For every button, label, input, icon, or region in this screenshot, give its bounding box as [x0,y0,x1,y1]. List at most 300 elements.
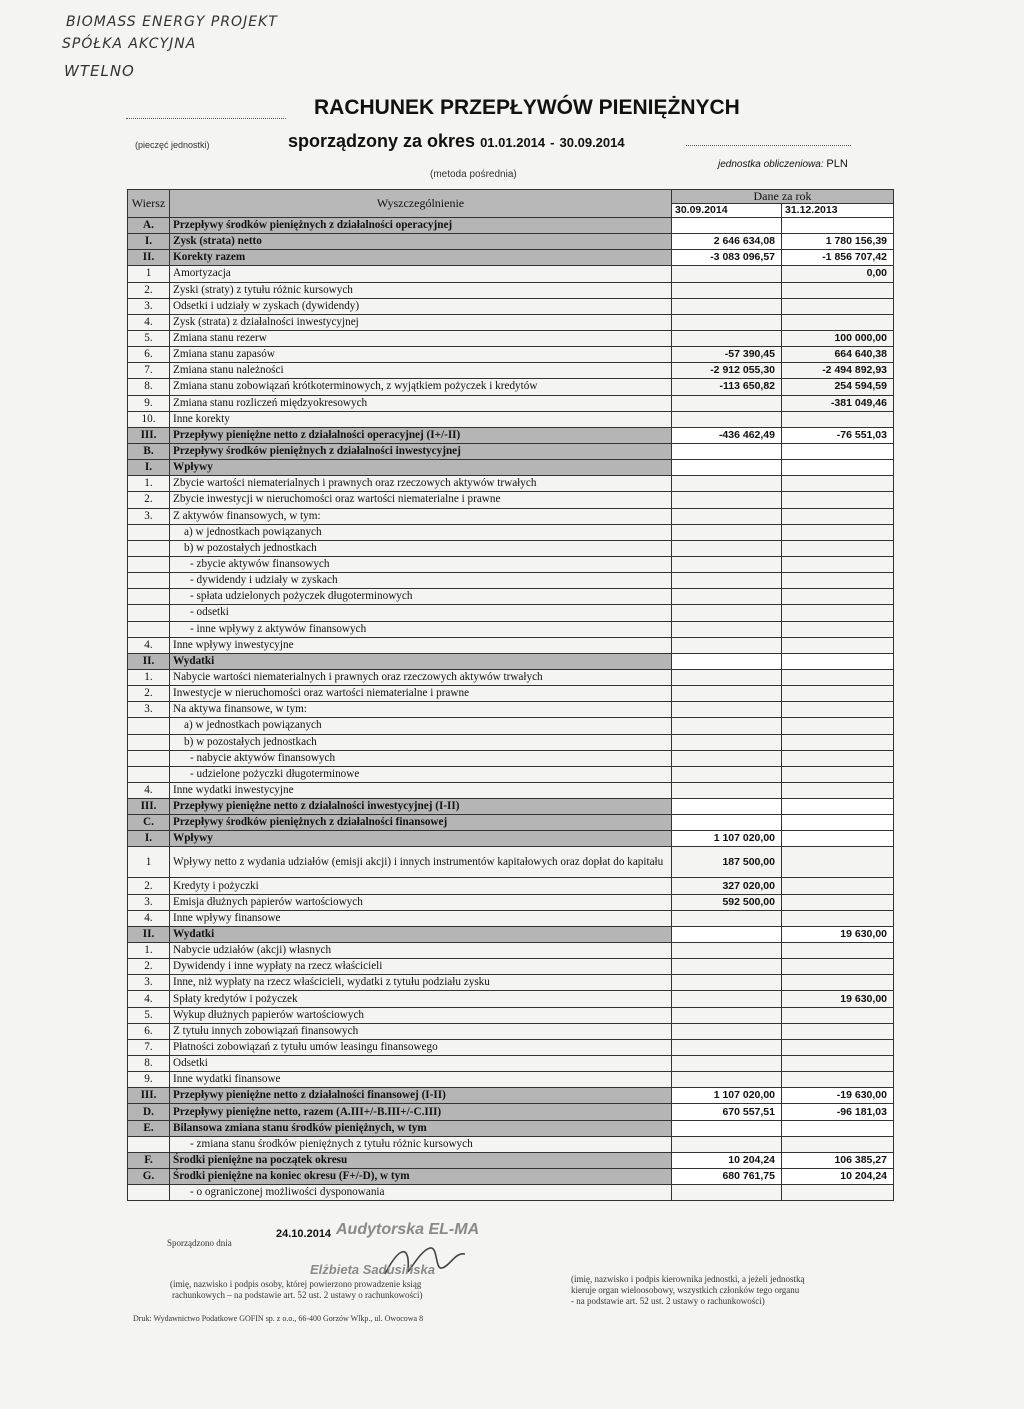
row-number [128,573,170,589]
header-period-1: 30.09.2014 [672,204,782,218]
row-value-2013 [782,894,894,910]
row-value-2014: -436 462,49 [672,427,782,443]
row-value-2014 [672,815,782,831]
table-row [128,1185,894,1201]
row-number: 1. [128,943,170,959]
row-value-2013 [782,702,894,718]
row-number [128,605,170,621]
row-value-2014 [672,686,782,702]
row-label: Zbycie inwestycji w nieruchomości oraz wartości niematerialne i prawne [170,492,672,508]
row-value-2014: -113 650,82 [672,379,782,395]
table-row [128,589,894,605]
row-value-2014 [672,1185,782,1201]
row-value-2014 [672,524,782,540]
table-row [128,314,894,330]
row-label: Przepływy pieniężne netto z działalności inwestycyjnej (I-II) [170,799,672,815]
row-value-2013 [782,524,894,540]
row-number: 5. [128,1007,170,1023]
table-row [128,766,894,782]
row-value-2013 [782,1120,894,1136]
row-value-2013: 106 385,27 [782,1152,894,1168]
row-value-2013 [782,298,894,314]
table-row [128,492,894,508]
row-label: - dywidendy i udziały w zyskach [170,573,672,589]
row-number: 4. [128,637,170,653]
row-label: a) w jednostkach powiązanych [170,718,672,734]
right-caption-3: - na podstawie art. 52 ust. 2 ustawy o rachunkowości) [571,1296,765,1306]
signature-name-stamp: Elżbieta Sadusińska [310,1262,435,1277]
row-value-2014 [672,476,782,492]
table-row [128,799,894,815]
header-row-number: Wiersz [128,190,170,218]
row-value-2014 [672,926,782,942]
row-number: 8. [128,379,170,395]
table-row [128,878,894,894]
row-value-2014 [672,411,782,427]
row-value-2013 [782,1023,894,1039]
table-row [128,669,894,685]
row-label: Zmiana stanu rezerw [170,330,672,346]
period-to: 30.09.2014 [559,135,625,150]
row-number: 4. [128,782,170,798]
right-caption-1: (imię, nazwisko i podpis kierownika jednostki, a jeżeli jednostką [571,1274,805,1284]
table-row [128,847,894,878]
handwritten-company-type: SPÓŁKA AKCYJNA [62,36,197,52]
row-value-2014: 592 500,00 [672,894,782,910]
row-value-2013: -381 049,46 [782,395,894,411]
table-row [128,605,894,621]
row-value-2014 [672,637,782,653]
row-number [128,750,170,766]
row-number: 2. [128,282,170,298]
row-value-2013 [782,750,894,766]
table-row [128,508,894,524]
row-value-2013 [782,1185,894,1201]
row-value-2013 [782,782,894,798]
row-number: 4. [128,910,170,926]
table-row [128,815,894,831]
row-value-2014 [672,782,782,798]
row-label: Wpływy [170,831,672,847]
handwritten-location: WTELNO [64,62,135,80]
row-label: Zbycie wartości niematerialnych i prawnych oraz rzeczowych aktywów trwałych [170,476,672,492]
right-caption-2: kieruje organ wieloosobowy, wszystkich członków tego organu [571,1285,800,1295]
row-value-2014: -2 912 055,30 [672,363,782,379]
row-label: Przepływy pieniężne netto, razem (A.III+/-B.III+/-C.III) [170,1104,672,1120]
row-value-2013 [782,799,894,815]
row-number [128,766,170,782]
row-value-2013: 0,00 [782,266,894,282]
row-value-2014: 670 557,51 [672,1104,782,1120]
row-value-2014 [672,910,782,926]
row-label: Zyski (straty) z tytułu różnic kursowych [170,282,672,298]
row-number [128,556,170,572]
row-value-2013 [782,975,894,991]
row-label: Z aktywów finansowych, w tym: [170,508,672,524]
row-number: 7. [128,1039,170,1055]
row-value-2013 [782,1072,894,1088]
row-value-2013 [782,460,894,476]
table-row [128,427,894,443]
row-number: 3. [128,702,170,718]
table-row [128,894,894,910]
row-label: Emisja dłużnych papierów wartościowych [170,894,672,910]
row-value-2013: 664 640,38 [782,347,894,363]
row-value-2014 [672,218,782,234]
row-label: - o ograniczonej możliwości dysponowania [170,1185,672,1201]
table-row [128,1120,894,1136]
row-number: 3. [128,508,170,524]
row-label: - inne wpływy z aktywów finansowych [170,621,672,637]
row-number: 10. [128,411,170,427]
row-label: b) w pozostałych jednostkach [170,734,672,750]
row-label: Zmiana stanu zapasów [170,347,672,363]
row-value-2013 [782,508,894,524]
table-row [128,540,894,556]
row-value-2014 [672,395,782,411]
row-label: Przepływy środków pieniężnych z działalności finansowej [170,815,672,831]
row-value-2013 [782,686,894,702]
row-label: - nabycie aktywów finansowych [170,750,672,766]
row-value-2014 [672,1023,782,1039]
row-number: II. [128,926,170,942]
row-value-2013 [782,556,894,572]
table-row [128,1039,894,1055]
row-label: Dywidendy i inne wypłaty na rzecz właścicieli [170,959,672,975]
row-number: G. [128,1169,170,1185]
row-value-2014 [672,669,782,685]
table-row [128,411,894,427]
row-value-2013: -2 494 892,93 [782,363,894,379]
row-label: Korekty razem [170,250,672,266]
row-number: 3. [128,975,170,991]
table-row [128,991,894,1007]
table-row [128,298,894,314]
table-row [128,234,894,250]
table-row [128,363,894,379]
row-number: III. [128,1088,170,1104]
table-row [128,943,894,959]
row-value-2014 [672,621,782,637]
row-value-2013 [782,443,894,459]
row-value-2014 [672,718,782,734]
row-value-2014 [672,589,782,605]
row-label: Zmiana stanu zobowiązań krótkoterminowych, z wyjątkiem pożyczek i kredytów [170,379,672,395]
row-label: Przepływy środków pieniężnych z działalności operacyjnej [170,218,672,234]
row-value-2013 [782,1056,894,1072]
row-value-2014 [672,959,782,975]
table-row [128,573,894,589]
row-number: 4. [128,314,170,330]
table-row [128,686,894,702]
cash-flow-table [127,189,894,1201]
table-row [128,330,894,346]
row-number [128,734,170,750]
prepared-label: Sporządzono dnia [167,1238,232,1248]
row-number [128,1185,170,1201]
printer-info: Druk: Wydawnictwo Podatkowe GOFIN sp. z o.o., 66-400 Gorzów Wlkp., ul. Owocowa 8 [133,1314,424,1323]
row-number: II. [128,653,170,669]
row-number [128,540,170,556]
row-label: Wpływy netto z wydania udziałów (emisji akcji) i innych instrumentów kapitałowych oraz dopłat do kapitału [170,847,672,878]
row-label: Nabycie udziałów (akcji) własnych [170,943,672,959]
row-value-2014 [672,556,782,572]
row-number: 2. [128,492,170,508]
row-label: Wydatki [170,926,672,942]
unit-value: PLN [826,158,848,170]
row-label: Z tytułu innych zobowiązań finansowych [170,1023,672,1039]
row-number: 2. [128,878,170,894]
row-number: I. [128,234,170,250]
table-row [128,266,894,282]
row-value-2014 [672,975,782,991]
row-value-2013 [782,282,894,298]
row-label: Przepływy pieniężne netto z działalności operacyjnej (I+/-II) [170,427,672,443]
table-row [128,959,894,975]
row-value-2013: 10 204,24 [782,1169,894,1185]
row-label: Inne wpływy finansowe [170,910,672,926]
row-value-2013: -1 856 707,42 [782,250,894,266]
row-number: 1 [128,847,170,878]
table-row [128,1023,894,1039]
row-value-2013 [782,878,894,894]
row-value-2013: 100 000,00 [782,330,894,346]
row-value-2013 [782,718,894,734]
row-label: - zbycie aktywów finansowych [170,556,672,572]
left-caption-1: (imię, nazwisko i podpis osoby, której powierzono prowadzenie ksiąg [170,1279,422,1289]
table-row [128,975,894,991]
row-number: I. [128,460,170,476]
table-row [128,1136,894,1152]
row-value-2013 [782,492,894,508]
row-value-2013 [782,1039,894,1055]
row-label: - odsetki [170,605,672,621]
row-value-2013: -19 630,00 [782,1088,894,1104]
row-value-2013 [782,815,894,831]
row-value-2013: -76 551,03 [782,427,894,443]
row-number: 1. [128,476,170,492]
table-row [128,395,894,411]
row-value-2013 [782,476,894,492]
row-value-2013 [782,411,894,427]
table-row [128,782,894,798]
row-value-2013 [782,314,894,330]
table-body [128,218,894,1201]
row-label: b) w pozostałych jednostkach [170,540,672,556]
table-row [128,750,894,766]
row-value-2013 [782,1136,894,1152]
row-value-2013 [782,1007,894,1023]
table-row [128,718,894,734]
row-value-2013 [782,573,894,589]
table-row [128,556,894,572]
row-label: Amortyzacja [170,266,672,282]
row-value-2014 [672,1120,782,1136]
table-row [128,218,894,234]
row-label: Zmiana stanu należności [170,363,672,379]
table-row [128,702,894,718]
period-sep: - [550,135,555,150]
row-value-2014 [672,330,782,346]
table-row [128,637,894,653]
row-value-2013 [782,637,894,653]
row-label: Bilansowa zmiana stanu środków pieniężnych, w tym [170,1120,672,1136]
table-row [128,250,894,266]
row-value-2014: -3 083 096,57 [672,250,782,266]
row-value-2014 [672,1072,782,1088]
row-number: 5. [128,330,170,346]
unit-label: jednostka obliczeniowa: [718,159,824,170]
row-number: C. [128,815,170,831]
auditor-stamp: Audytorska EL-MA [336,1221,480,1238]
table-row [128,831,894,847]
table-row [128,910,894,926]
row-number: A. [128,218,170,234]
period-from: 01.01.2014 [480,135,546,150]
row-number: 2. [128,686,170,702]
row-value-2013 [782,621,894,637]
table-row [128,734,894,750]
row-value-2014: 680 761,75 [672,1169,782,1185]
row-label: - zmiana stanu środków pieniężnych z tytułu różnic kursowych [170,1136,672,1152]
row-label: Inne wpływy inwestycyjne [170,637,672,653]
table-row [128,1104,894,1120]
row-number [128,589,170,605]
table-row [128,476,894,492]
row-value-2013 [782,669,894,685]
row-label: Zmiana stanu rozliczeń międzyokresowych [170,395,672,411]
row-label: Zysk (strata) netto [170,234,672,250]
row-value-2014 [672,540,782,556]
row-number: 2. [128,959,170,975]
row-value-2014 [672,766,782,782]
table-row [128,443,894,459]
row-value-2014 [672,799,782,815]
stamp-dotted-line [126,118,286,119]
row-value-2013 [782,653,894,669]
row-number: 8. [128,1056,170,1072]
row-value-2014: -57 390,45 [672,347,782,363]
row-label: Inne, niż wypłaty na rzecz właścicieli, wydatki z tytułu podziału zysku [170,975,672,991]
row-label: Inne korekty [170,411,672,427]
row-number: II. [128,250,170,266]
row-value-2013 [782,831,894,847]
left-caption-2: rachunkowych – na podstawie art. 52 ust. 2 ustawy o rachunkowości) [172,1290,423,1300]
row-number: F. [128,1152,170,1168]
table-row [128,1088,894,1104]
row-value-2013 [782,943,894,959]
row-value-2014 [672,1056,782,1072]
row-value-2014 [672,443,782,459]
header-period-2: 31.12.2013 [782,204,894,218]
row-value-2014 [672,266,782,282]
row-value-2013: 254 594,59 [782,379,894,395]
table-row [128,621,894,637]
row-value-2014 [672,314,782,330]
table-row [128,653,894,669]
table-row [128,1169,894,1185]
row-number: 1 [128,266,170,282]
row-label: Odsetki [170,1056,672,1072]
row-value-2014 [672,508,782,524]
row-value-2014 [672,605,782,621]
row-label: Wpływy [170,460,672,476]
row-number: 7. [128,363,170,379]
row-label: Płatności zobowiązań z tytułu umów leasingu finansowego [170,1039,672,1055]
row-value-2014 [672,298,782,314]
header-data: Dane za rok [672,190,894,204]
method-label: (metoda pośrednia) [430,169,517,180]
row-label: Przepływy środków pieniężnych z działalności inwestycyjnej [170,443,672,459]
unit-line [718,158,848,170]
row-value-2014 [672,734,782,750]
row-value-2013: 19 630,00 [782,926,894,942]
row-number: E. [128,1120,170,1136]
row-value-2014 [672,573,782,589]
period-dotted-line [686,145,851,146]
table-row [128,1152,894,1168]
row-label: Przepływy pieniężne netto z działalności finansowej (I-II) [170,1088,672,1104]
row-value-2013 [782,540,894,556]
row-label: Środki pieniężne na koniec okresu (F+/-D), w tym [170,1169,672,1185]
row-value-2014 [672,991,782,1007]
row-number: 1. [128,669,170,685]
row-number: B. [128,443,170,459]
row-value-2013 [782,605,894,621]
row-label: Inne wydatki inwestycyjne [170,782,672,798]
row-label: Nabycie wartości niematerialnych i prawnych oraz rzeczowych aktywów trwałych [170,669,672,685]
table-row [128,1007,894,1023]
row-label: - udzielone pożyczki długoterminowe [170,766,672,782]
handwritten-company-name: BIOMASS ENERGY PROJEKT [66,14,278,30]
row-value-2014: 327 020,00 [672,878,782,894]
row-number: 4. [128,991,170,1007]
header-description: Wyszczególnienie [170,190,672,218]
row-label: Inwestycje w nieruchomości oraz wartości niematerialne i prawne [170,686,672,702]
row-number: 3. [128,894,170,910]
row-value-2014: 187 500,00 [672,847,782,878]
row-value-2013 [782,218,894,234]
row-value-2014 [672,943,782,959]
row-number [128,524,170,540]
table-row [128,347,894,363]
row-value-2014: 2 646 634,08 [672,234,782,250]
row-value-2013 [782,766,894,782]
row-label: - spłata udzielonych pożyczek długoterminowych [170,589,672,605]
table-row [128,460,894,476]
row-label: Zysk (strata) z działalności inwestycyjnej [170,314,672,330]
row-number: D. [128,1104,170,1120]
table-row [128,379,894,395]
row-number: I. [128,831,170,847]
row-label: Wykup dłużnych papierów wartościowych [170,1007,672,1023]
row-value-2014 [672,653,782,669]
row-value-2014 [672,1136,782,1152]
row-value-2014 [672,492,782,508]
row-value-2014 [672,750,782,766]
row-value-2014 [672,460,782,476]
row-label: a) w jednostkach powiązanych [170,524,672,540]
row-number [128,621,170,637]
row-value-2013: -96 181,03 [782,1104,894,1120]
row-number: III. [128,427,170,443]
row-label: Środki pieniężne na początek okresu [170,1152,672,1168]
row-value-2014: 1 107 020,00 [672,831,782,847]
row-number: 9. [128,1072,170,1088]
row-number [128,718,170,734]
prepared-date: 24.10.2014 [276,1228,332,1240]
period-line [288,131,625,152]
